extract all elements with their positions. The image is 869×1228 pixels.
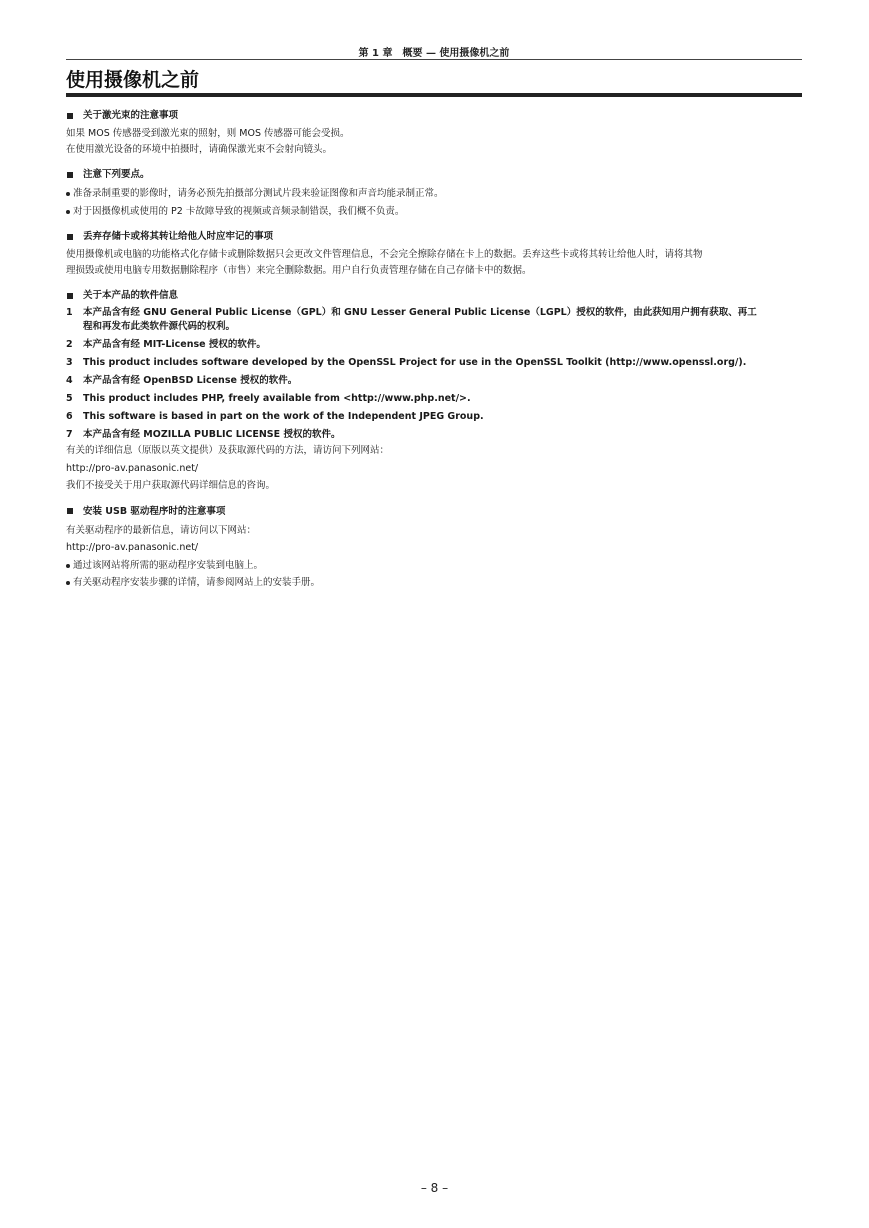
item-line: 本产品含有经 MOZILLA PUBLIC LICENSE 授权的软件。 [83,429,341,440]
bullet-item [66,203,802,221]
numbered-item [66,306,802,334]
numbered-item [66,410,802,424]
bullet-dot-icon [66,192,70,196]
item-line: This product includes software developed by the OpenSSL Project for use in the OpenSSL Toolkit (http://www.openssl.org/). [83,357,747,368]
chapter-header: 第 1 章 概要 — 使用摄像机之前 [358,48,510,59]
section-heading [66,230,802,243]
paragraph-line: 在使用激光设备的环境中拍摄时，请确保激光束不会射向镜头。 [66,144,333,155]
item-number: 3 [66,357,73,368]
item-text [83,306,802,334]
item-number: 7 [66,429,73,440]
square-bullet-icon [67,113,73,119]
paragraph-line: 如果 MOS 传感器受到激光束的照射，则 MOS 传感器可能会受损。 [66,128,350,139]
item-number: 4 [66,375,73,386]
section-laser [66,109,802,158]
section-software [66,289,802,495]
bullet-item [66,557,802,575]
header-divider [66,59,802,60]
section-heading-text: 丢弃存储卡或将其转让给他人时应牢记的事项 [83,231,274,242]
numbered-item [66,338,802,352]
paragraph-line: 理损毁或使用电脑专用数据删除程序（市售）来完全删除数据。用户自行负责管理存储在自己存储卡中的数据。 [66,265,532,276]
numbered-item [66,428,802,442]
section-heading [66,168,802,181]
item-line: 程和再发布此类软件源代码的权利。 [83,321,236,332]
bullet-item [66,185,802,203]
bullet-text: 有关驱动程序安装步骤的详情，请参阅网站上的安装手册。 [73,577,321,588]
title-underline-bar [66,93,802,97]
bullet-text: 准备录制重要的影像时，请务必预先拍摄部分测试片段来验证图像和声音均能录制正常。 [73,188,444,199]
numbered-item [66,356,802,370]
item-line: 本产品含有经 OpenBSD License 授权的软件。 [83,375,298,386]
paragraph-line: 使用摄像机或电脑的功能格式化存储卡或删除数据只会更改文件管理信息，不会完全擦除存储在卡上的数据。丢弃这些卡或将其转让给他人时，请将其物 [66,249,703,260]
section-heading-text: 安装 USB 驱动程序时的注意事项 [83,505,226,517]
document-body [66,106,802,602]
numbered-item [66,392,802,406]
item-number: 2 [66,339,73,350]
bullet-dot-icon [66,581,70,585]
section-disposal [66,230,802,279]
bullet-dot-icon [66,564,70,568]
paragraph-line: 有关的详细信息（原版以英文提供）及获取源代码的方法，请访问下列网站： [66,445,390,456]
item-line: 本产品含有经 MIT-License 授权的软件。 [83,339,266,350]
item-number: 6 [66,411,73,422]
paragraph-line: 有关驱动程序的最新信息，请访问以下网站： [66,524,257,536]
page-title: 使用摄像机之前 [66,69,200,91]
page-number: – 8 – [420,1181,449,1195]
item-line: 本产品含有经 GNU General Public License（GPL）和 GNU Lesser General Public License（LGPL）授权的软件，由此获知用户拥有获取、再工 [83,307,757,318]
square-bullet-icon [67,293,73,299]
item-number: 1 [66,307,73,318]
section-heading [66,505,802,518]
square-bullet-icon [67,508,73,514]
bullet-item [66,574,802,592]
square-bullet-icon [67,234,73,240]
item-line: This product includes PHP, freely available from <http://www.php.net/>. [83,393,471,404]
bullet-text: 通过该网站将所需的驱动程序安装到电脑上。 [73,559,264,571]
section-usb [66,505,802,592]
square-bullet-icon [67,172,73,178]
section-heading-text: 关于本产品的软件信息 [83,290,179,301]
item-number: 5 [66,393,73,404]
paragraph-line: 我们不接受关于用户获取源代码详细信息的咨询。 [66,480,276,491]
website-url: http://pro-av.panasonic.net/ [66,542,199,553]
item-line: This software is based in part on the work of the Independent JPEG Group. [83,411,484,422]
section-notes [66,168,802,220]
numbered-item [66,374,802,388]
bullet-text: 对于因摄像机或使用的 P2 卡故障导致的视频或音频录制错误，我们概不负责。 [73,205,405,217]
section-heading [66,109,802,122]
section-heading-text: 关于激光束的注意事项 [83,110,179,121]
bullet-dot-icon [66,210,70,214]
website-url: http://pro-av.panasonic.net/ [66,462,199,474]
section-heading [66,289,802,302]
section-heading-text: 注意下列要点。 [83,169,150,180]
